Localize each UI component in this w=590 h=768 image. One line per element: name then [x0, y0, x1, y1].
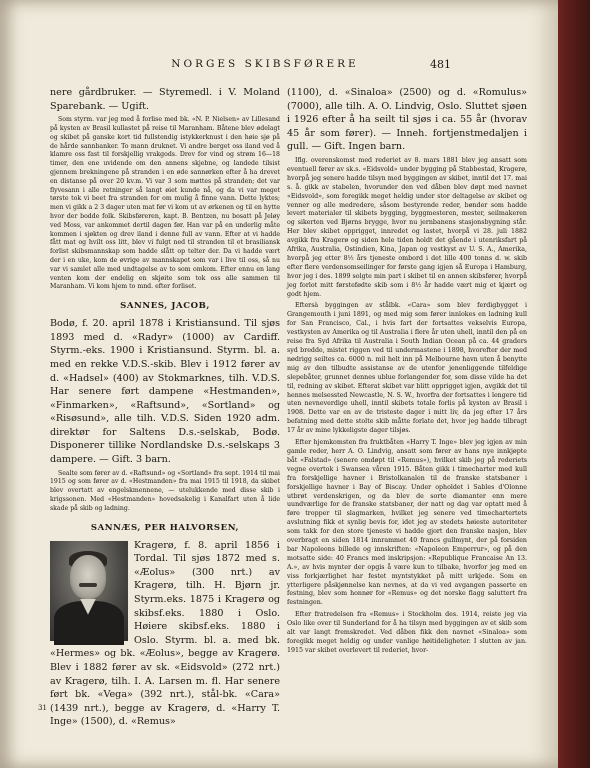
story-paragraph-4: Efter fratredelsen fra «Remus» i Stockholm des. 1914, reiste jeg via Oslo like over til Sunderland for å ha tilsyn med byggingen av et skib som alt var langt fremskredet. Ved dåben fikk den navnet «Sinaloa» som foregikk meget heldig og under vanlige høitideligheter. I slutten av jan. 1915 var skibet overlevert til rederiet, hvor-	[287, 611, 527, 654]
footer-signature: 31	[38, 704, 47, 712]
entry-heading-sannaes-per: SANNÆS, PER HALVORSEN,	[90, 522, 240, 533]
right-column	[287, 86, 527, 711]
running-title: NORGES SKIBSFØRERE	[171, 58, 359, 70]
entry-sannaes-per	[50, 539, 280, 729]
continuation-text: (1100), d. «Sinaloa» (2500) og d. «Romulus» (7000), alle tilh. A. O. Lindvig, Oslo. Sluttet sjøen i 1926 efter å ha seilt til sjøs i ca. 55 år (hvorav 45 år som fører). — Inneh. fortjenstmedaljen i gull. — Gift. Ingen barn.	[287, 87, 527, 153]
left-column	[50, 86, 280, 728]
entry-heading-sannes-jacob: SANNES, JACOB,	[120, 301, 210, 312]
intro-text: nere gårdbruker. — Styremedl. i V. Moland Sparebank. — Ugift.	[50, 87, 280, 112]
story-paragraph-2: Eftersà byggingen av stålbk. «Cara» som blev ferdigbygget i Grangemouth i juni 1891, og med mig som fører innlokes en ladning kull for San Francisco, Cal., i hvis fart der fortsattes vekselvis Europa, vestkysten av Amerika og til Australia i flere år uten uhell, inntil den på en reise fra Syd Afrika til Australia i South Indian Ocean på ca. 44 graders syd bredde, mistet riggen ved til undermastene i 1898, hvorefter der med nødrigg seiltes ca. 6000 n. mil helt inn på Melbourne havn uten å benytte mig av den tilbudte assistanse av de utenfor jenenliggende tilfeldige slepebåter, grunnet dennes ublue forlangender for, som disse vilde ha det til, redning av skibet. Efterat skibet var blitt opprigget igjen, avgikk det til hennes melsessted Newcastle, N. S. W., hvorfra der fortsattes i lengere tid uten nevneverdige uhell, inntil skibets totale forlis på kysten av Brasil i 1908. Dette var en av de tristeste dager i mitt liv, da jeg efter 17 års befatning med dette stolte skib måtte forlate det, hvor jeg hadde tilbragt 17 år av mine lykkeligste dager tilsjøs.	[287, 302, 527, 435]
entry-text-sannaes-per: Kragerø, f. 8. april 1856 i Tordal. Til sjøs 1872 med s. «Æolus» (300 nrt.) av Kragerø, tilh. H. Bjørn jr. Styrm.eks. 1875 i Kragerø og skibsf.eks. 1880 i Oslo. Høiere skibsf.eks. 1880 i Oslo. Styrm. bl. a. med bk. «Hermes» og bk. «Æolus», begge av Kragerø. Blev i 1882 fører av sk. «Eidsvold» (272 nrt.) av Kragerø, tilh. I. A. Larsen m. fl. Har senere ført bk. «Vega» (392 nrt.), stål-bk. «Cara» (1439 nrt.), begge av Kragerø, d. «Harry T. Inge» (1500), d. «Remus»	[50, 539, 280, 728]
portrait-photo	[50, 541, 128, 641]
entry-text-sannes-jacob: Bodø, f. 20. april 1878 i Kristiansund. Til sjøs 1893 med d. «Radyr» (1000) av Cardiff. Styrm.-eks. 1900 i Kristiansund. Styrm. bl. a. med en rekke V.D.S.-skib. Blev i 1912 fører av d. «Hadsel» (400) av Stokmarknes, tilh. V.D.S. Har senere ført dampene «Hestmanden», «Finmarken», «Raftsund», «Sortland» og «Risøsund», alle tilh. V.D.S. Siden 1920 adm. direktør for Saltens D.s.-selskab, Bodø. Disponerer tillike Nordlandske D.s.-selskaps 3 dampere. — Gift. 3 barn.	[50, 318, 280, 466]
story-paragraph-3: Efter hjemkomsten fra fruktbåten «Harry T. Inge» blev jeg igjen av min gamle reder, herr A. O. Lindvig, ansatt som fører av hans nye innkjøpte båt «Falstad» (senere omdøpt til «Remus»), hvilket skib jeg på rederiets vegne overtok i Swansea våren 1915. Båten gikk i timecharter med kull fra forskjellige havner i Bristolkanalen til de franske statsbaner i forskjellige havner i Bay of Biscay. Under opholdet i Sables d'Olonne utbrøt verdenskrigen, og da blev de sorte diamanter enn mere uundværlige for de franske statsbaner, der natt og dag var optatt med å føre tropper til slagmarken, hvilket jeg senere ved timechartertets avslutning fikk et synlig bevis for, idet jeg av stedets høieste autoriteter som takk for den store tjeneste vi hadde gjort den franske nasjon, blev overbragt en siden 1814 innrammet 40 francs gullmynt, der på forsiden bar Napoleons billede og innskriften: «Napoleon Emperrur», og på den motsatte side: 40 Francs med inskripsjon: «Republique Francaise An 13. A.», av hvis mynter der opgis å være kun to tilbake, hvorfor jeg med en viss forkjærlighet har festet myntstykket på mitt urkjede. Som en ytterligere påskjønnelse kan nevnes, at da vi ved avgangen passerte en festning, blev som honnør for «Remus» og det norske flagg saluttert fra festningen.	[287, 439, 527, 607]
entry-story-sannes-jacob: Sealte som fører av d. «Raftsund» og «Sortland» fra sept. 1914 til mai 1915 og som fører av d. «Hestmanden» fra mai 1915 til 1918, da skibet blev overtatt av engelskmennene, — utelukkende med disse skib i krigssonen. Med «Hestmanden» hovedsakelig i Kanalfart uten å lide skade på skib og ladning.	[50, 469, 280, 512]
story-paragraph-1: Iflg. overenskomst med rederiet av 8. mars 1881 blev jeg ansatt som eventuell fører av sk.s. «Eidsvold» under bygging på Stabbestad, Kragerø, hvorpå jeg senere hadde tilsyn med byggingen av skibet, inntil det 17. mai s. å. gikk av stabelen, hvorunder den ved dåben blev døpt med navnet «Eidsvold», som foregikk meget heldig under stor deltagelse av skibet og venner og alle medredere, såsom bestyrende reder, bønder som hadde levert materialer til skibets bygging, byggmesteren, mester, seilmakeren og sikerten ved Bjørns brygge, hvor nu jernbanens stasjonsbygning står. Her blev skibet opprigget, innredet og lastet, hvorpå vi 28. juli 1882 avgikk fra Kragerø og siden hele tiden holdt det gående i utenriksfart på Afrika, Australia, Ostindien, Kina, Japan og vestkyst av U. S. A., Amerika, hvorpå jeg etter 8½ års tjeneste ombord i det lille 400 tonns d. w. skib efter flere verdensomseilinger for første gang igjen så Europa i Hamburg, hvor jeg i des. 1899 solgte min part i skibet til en annen skibsfører, hvorpå jeg forlot mitt førstefødte skib som i 8½ år hadde vært mig et kjært og godt hjem.	[287, 156, 527, 298]
page-header	[0, 58, 558, 78]
page-number: 481	[430, 58, 451, 71]
intro-story: Som styrm. var jeg med å forlise med bk. «N. P. Nielsen» av Lillesand på kysten av Brasil kullastet på reise til Maranham. Båtene blev ødelagt og skibet på ganske kort tid fullstendig istykkerknust i den høie sjø på de hårde sannbanker. To mann druknet. Vi andre berget oss iland ved å klamre oss fast til forskjellig vrakgods. Drev for vind og strøm 16—18 timer, den ene uvidende om den annens skjebne, og landede tilsist gjennem brekningene på stranden i en øde sannørken efter å ha drevet en distanse på over 20 kv.m. Vi var 3 som møttes på stranden; det var flyvesann i alle retninger så langt øiet kunde nå, og da vi var meget tørste tok vi beet fra stranden for om mulig å finne vann. Dette lyktes; men vi gikk a 2 3 dager uten mat før vi kom ut av ørkenen og til en hytte hvor der bodde folk. Skibsføreren, kapt. B. Bentzen, nu bosatt på Jeløy ved Moss, var ankommet dertil dagen før. Han var på en underlig måte kommen i sjøkten og drev iland i denne full av vann. Efter at vi hadde fått mat og hvilt oss litt, blev vi fulgt ned til stranden til et brasiliansk forlist skibsmannskap som hadde slått op telter der. Da vi hadde vært der i en uke, kom de øvrige av mannskapet som var i live til oss, så nu var vi samlet alle med undtagelse av to som omkom. Efter ennu en lang venten kom der endelig en skjøite som tok oss alle sammen til Maranham. Vi kom hjem to mnd. efter forliset.	[50, 116, 280, 291]
